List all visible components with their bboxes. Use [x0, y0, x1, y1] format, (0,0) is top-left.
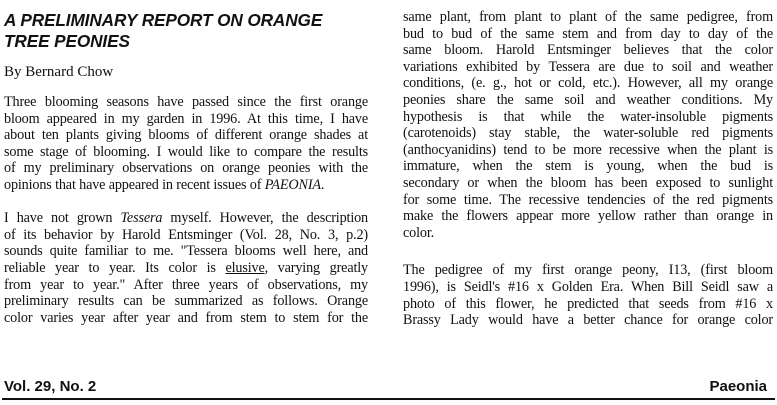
text-line: of my preliminary observations on orange peonies with the [4, 160, 368, 177]
text-line: same bloom. Harold Entsminger believes that the color [403, 42, 773, 59]
journal-name-italic: PAEONIA [264, 176, 321, 193]
text-line: about ten plants giving blooms of different orange shades at [4, 127, 368, 144]
text-line: for some time. The recessive tendencies of the red pigments [403, 191, 773, 208]
footer-journal-name: Paeonia [709, 378, 767, 395]
footer-rule [2, 398, 775, 400]
text-line: variations exhibited by Tessera are due to soil and weather [403, 58, 773, 75]
text-line [4, 210, 368, 227]
cultivar-italic: Tessera [120, 210, 163, 227]
text-line: some stage of blooming. I would like to compare the results [4, 143, 368, 160]
text-line: Three blooming seasons have passed since the first orange [4, 94, 368, 110]
text-fragment: , varying greatly [264, 259, 368, 276]
text-line: preliminary results can be summarized as follows. Orange [4, 293, 368, 310]
text-line: 1996), is Seidl's #16 x Golden Era. When Bill Seidl saw a [403, 278, 773, 295]
text-line: bloom appeared in my garden in 1996. At this time, I have [4, 110, 368, 127]
text-fragment: I have not grown [4, 210, 121, 227]
text-line: from year to year." After three years of observations, my [4, 276, 368, 293]
right-column [403, 9, 773, 329]
text-fragment: opinions that have appeared in recent issues of [4, 176, 265, 193]
footer-volume: Vol. 29, No. 2 [4, 378, 97, 395]
left-column [4, 10, 368, 326]
underlined-word: elusive [225, 259, 265, 276]
text-line [4, 177, 368, 194]
text-line: bud to bud of the same stem and from day to day of the [403, 25, 773, 42]
text-line [4, 260, 368, 277]
article-title: A PRELIMINARY REPORT ON ORANGE TREE PEONIES [4, 10, 323, 51]
text-line: hypothesis is that while the water-insoluble pigments [403, 108, 773, 125]
text-line: Brassy Lady would have a better chance for orange color [403, 312, 773, 329]
text-line: sounds quite familiar to me. "Tessera blooms well here, and [4, 243, 368, 260]
text-fragment: . [320, 176, 325, 193]
text-fragment: reliable year to year. Its color is [4, 259, 226, 276]
text-line: same plant, from plant to plant of the same pedigree, from [403, 9, 773, 25]
text-line: immature, when the stem is young, when the bud is [403, 158, 773, 175]
text-line: The pedigree of my first orange peony, I13, (first bloom [403, 262, 773, 279]
text-line: of its behavior by Harold Entsminger (Vol. 28, No. 3, p.2) [4, 226, 368, 243]
text-line: (anthocyanidins) tend to be more recessive when the plant is [403, 141, 773, 158]
text-line: secondary or when the bloom has been exposed to sunlight [403, 174, 773, 191]
text-line: make the flowers appear more yellow rather than orange in [403, 208, 773, 225]
text-fragment: myself. However, the description [162, 210, 369, 227]
text-line: peonies share the same soil and weather conditions. My [403, 91, 773, 108]
text-line: color varies year after year and from stem to stem for the [4, 309, 368, 326]
text-line: conditions, (e. g., hot or cold, etc.). However, all my orange [403, 75, 773, 92]
paragraph-intro [4, 94, 368, 194]
paragraph-pedigree [403, 262, 773, 328]
paragraph-color-variation [403, 9, 773, 241]
text-line: (carotenoids) stay stable, the water-soluble red pigments [403, 125, 773, 142]
text-line: photo of this flower, he predicted that seeds from #16 x [403, 295, 773, 312]
paragraph-tessera [4, 210, 368, 326]
text-line: color. [403, 224, 435, 241]
article-author: By Bernard Chow [4, 64, 114, 80]
